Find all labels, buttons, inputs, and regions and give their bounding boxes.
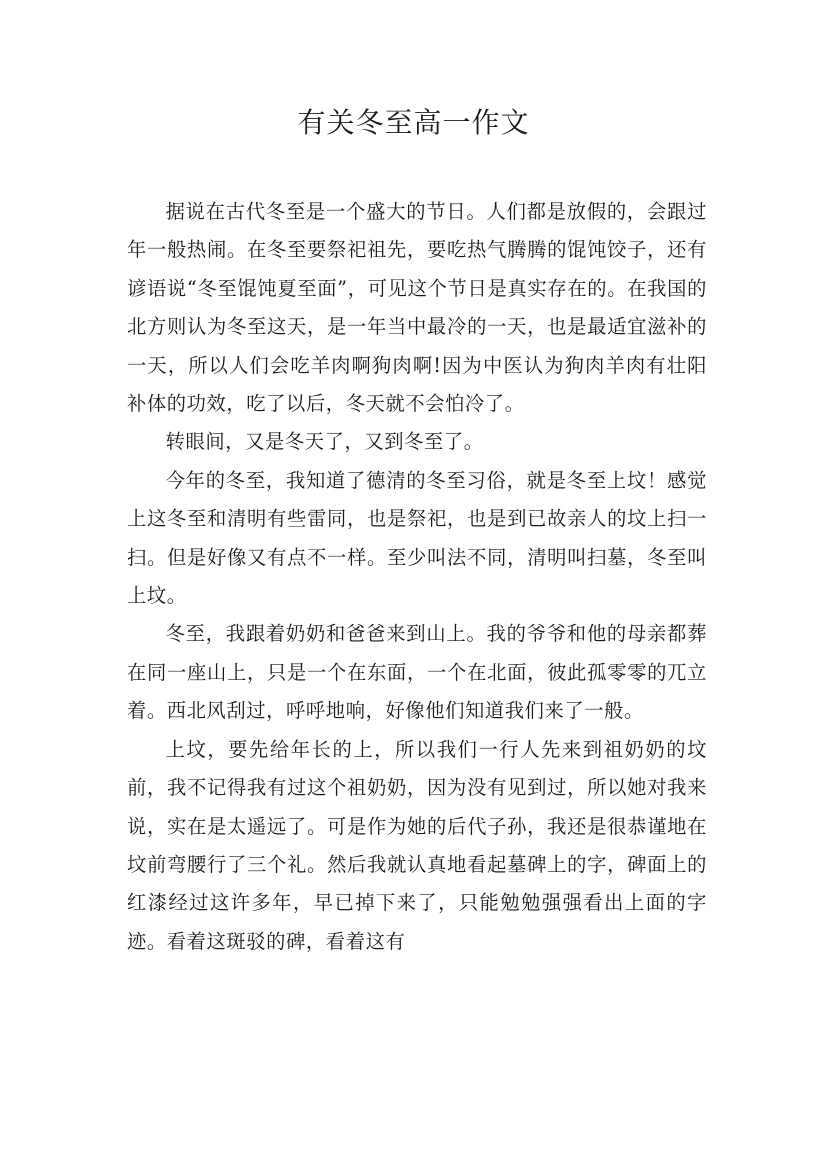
paragraph: 据说在古代冬至是一个盛大的节日。人们都是放假的，会跟过年一般热闹。在冬至要祭祀祖先，要吃热气腾腾的馄饨饺子，还有谚语说“冬至馄饨夏至面”，可见这个节日是真实存在的。在我国的北方则认为冬至这天，是一年当中最冷的一天，也是最适宜滋补的一天，所以人们会吃羊肉啊狗肉啊!因为中医认为狗肉羊肉有壮阳补体的功效，吃了以后，冬天就不会怕冷了。 <box>127 200 707 416</box>
document-body <box>127 193 707 961</box>
paragraph: 上坟，要先给年长的上，所以我们一行人先来到祖奶奶的坟前，我不记得我有过这个祖奶奶，因为没有见到过，所以她对我来说，实在是太遥远了。可是作为她的后代子孙，我还是很恭谨地在坟前弯腰行了三个礼。然后我就认真地看起墓碑上的字，碑面上的红漆经过这许多年，早已掉下来了，只能勉勉强强看出上面的字迹。看着这斑驳的碑，看着这有 <box>127 737 707 953</box>
paragraph: 冬至，我跟着奶奶和爸爸来到山上。我的爷爷和他的母亲都葬在同一座山上，只是一个在东面，一个在北面，彼此孤零零的兀立着。西北风刮过，呼呼地响，好像他们知道我们来了一般。 <box>127 622 707 723</box>
document-title: 有关冬至高一作文 <box>297 106 530 139</box>
paragraph: 今年的冬至，我知道了德清的冬至习俗，就是冬至上坟！感觉上这冬至和清明有些雷同，也是祭祀，也是到已故亲人的坟上扫一扫。但是好像又有点不一样。至少叫法不同，清明叫扫墓，冬至叫上坟。 <box>127 468 707 608</box>
paragraph: 转眼间，又是冬天了，又到冬至了。 <box>165 430 484 454</box>
